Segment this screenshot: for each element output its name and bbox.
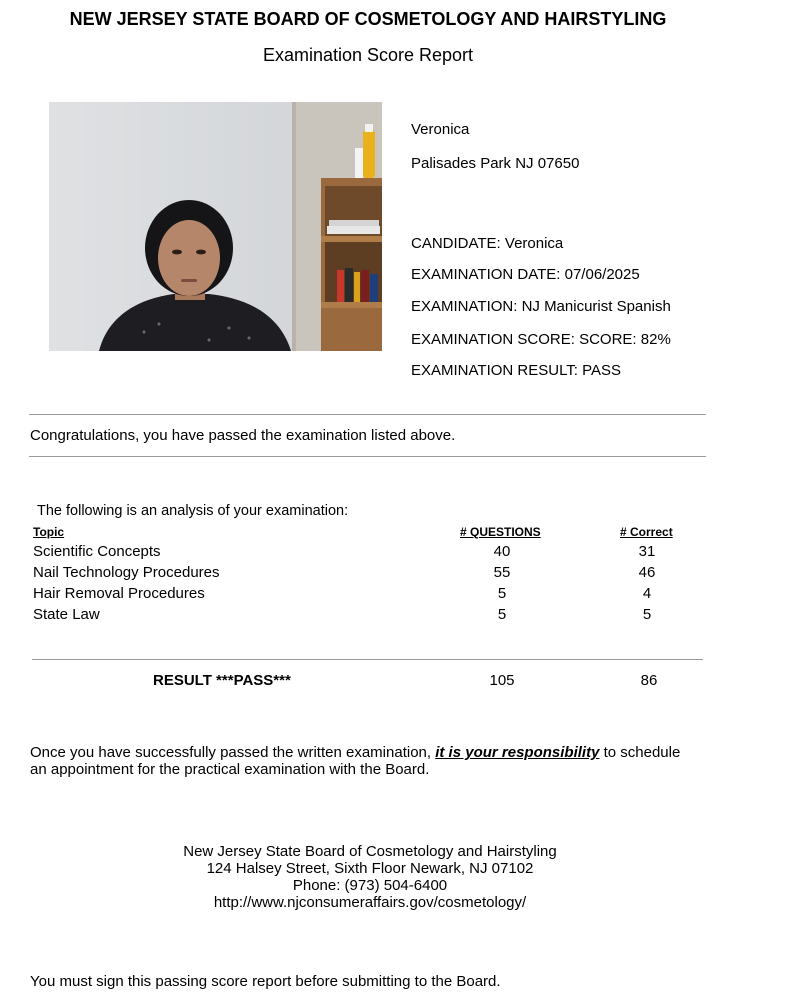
candidate-label: CANDIDATE: Veronica <box>411 235 564 252</box>
congratulations-text: Congratulations, you have passed the examination listed above. <box>30 427 456 444</box>
row-topic: Scientific Concepts <box>33 543 161 560</box>
report-title: NEW JERSEY STATE BOARD OF COSMETOLOGY AND HAIRSTYLING <box>69 9 667 29</box>
total-correct: 86 <box>640 672 658 689</box>
divider-bottom <box>29 456 706 457</box>
notice-line-2: an appointment for the practical examination with the Board. <box>30 761 430 778</box>
row-correct: 46 <box>638 564 656 581</box>
row-correct: 31 <box>638 543 656 560</box>
row-questions: 55 <box>493 564 511 581</box>
candidate-name: Veronica <box>411 121 470 138</box>
board-contact-block <box>0 843 740 911</box>
analysis-intro: The following is an analysis of your examination: <box>37 503 349 519</box>
notice-emphasis: it is your responsibility <box>435 744 600 761</box>
column-header-questions: # QUESTIONS <box>460 525 541 539</box>
row-correct: 5 <box>642 606 652 623</box>
row-questions: 40 <box>493 543 511 560</box>
candidate-photo <box>49 102 382 351</box>
row-topic: Hair Removal Procedures <box>33 585 205 602</box>
result-label: RESULT ***PASS*** <box>153 672 291 689</box>
exam-result: EXAMINATION RESULT: PASS <box>411 362 622 379</box>
notice-text-before: Once you have successfully passed the written examination, <box>30 744 436 761</box>
candidate-address: Palisades Park NJ 07650 <box>411 155 580 172</box>
exam-date: EXAMINATION DATE: 07/06/2025 <box>411 266 640 283</box>
row-topic: Nail Technology Procedures <box>33 564 220 581</box>
notice-text-after: to schedule <box>599 744 681 761</box>
board-name: New Jersey State Board of Cosmetology and Hairstyling <box>183 843 557 860</box>
column-header-topic: Topic <box>33 525 65 539</box>
row-questions: 5 <box>497 585 507 602</box>
exam-score: EXAMINATION SCORE: SCORE: 82% <box>411 331 671 348</box>
total-questions: 105 <box>489 672 515 689</box>
exam-name: EXAMINATION: NJ Manicurist Spanish <box>411 298 671 315</box>
divider-top <box>29 414 706 415</box>
row-correct: 4 <box>642 585 652 602</box>
row-topic: State Law <box>33 606 100 623</box>
notice-line-1 <box>30 744 680 761</box>
column-header-correct: # Correct <box>620 525 673 539</box>
board-address: 124 Halsey Street, Sixth Floor Newark, NJ 07102 <box>206 860 534 877</box>
signature-note: You must sign this passing score report before submitting to the Board. <box>30 973 501 990</box>
totals-divider <box>32 659 703 660</box>
board-phone: Phone: (973) 504-6400 <box>292 877 448 894</box>
report-subtitle: Examination Score Report <box>262 45 474 65</box>
row-questions: 5 <box>497 606 507 623</box>
board-website: http://www.njconsumeraffairs.gov/cosmetology/ <box>213 894 527 911</box>
